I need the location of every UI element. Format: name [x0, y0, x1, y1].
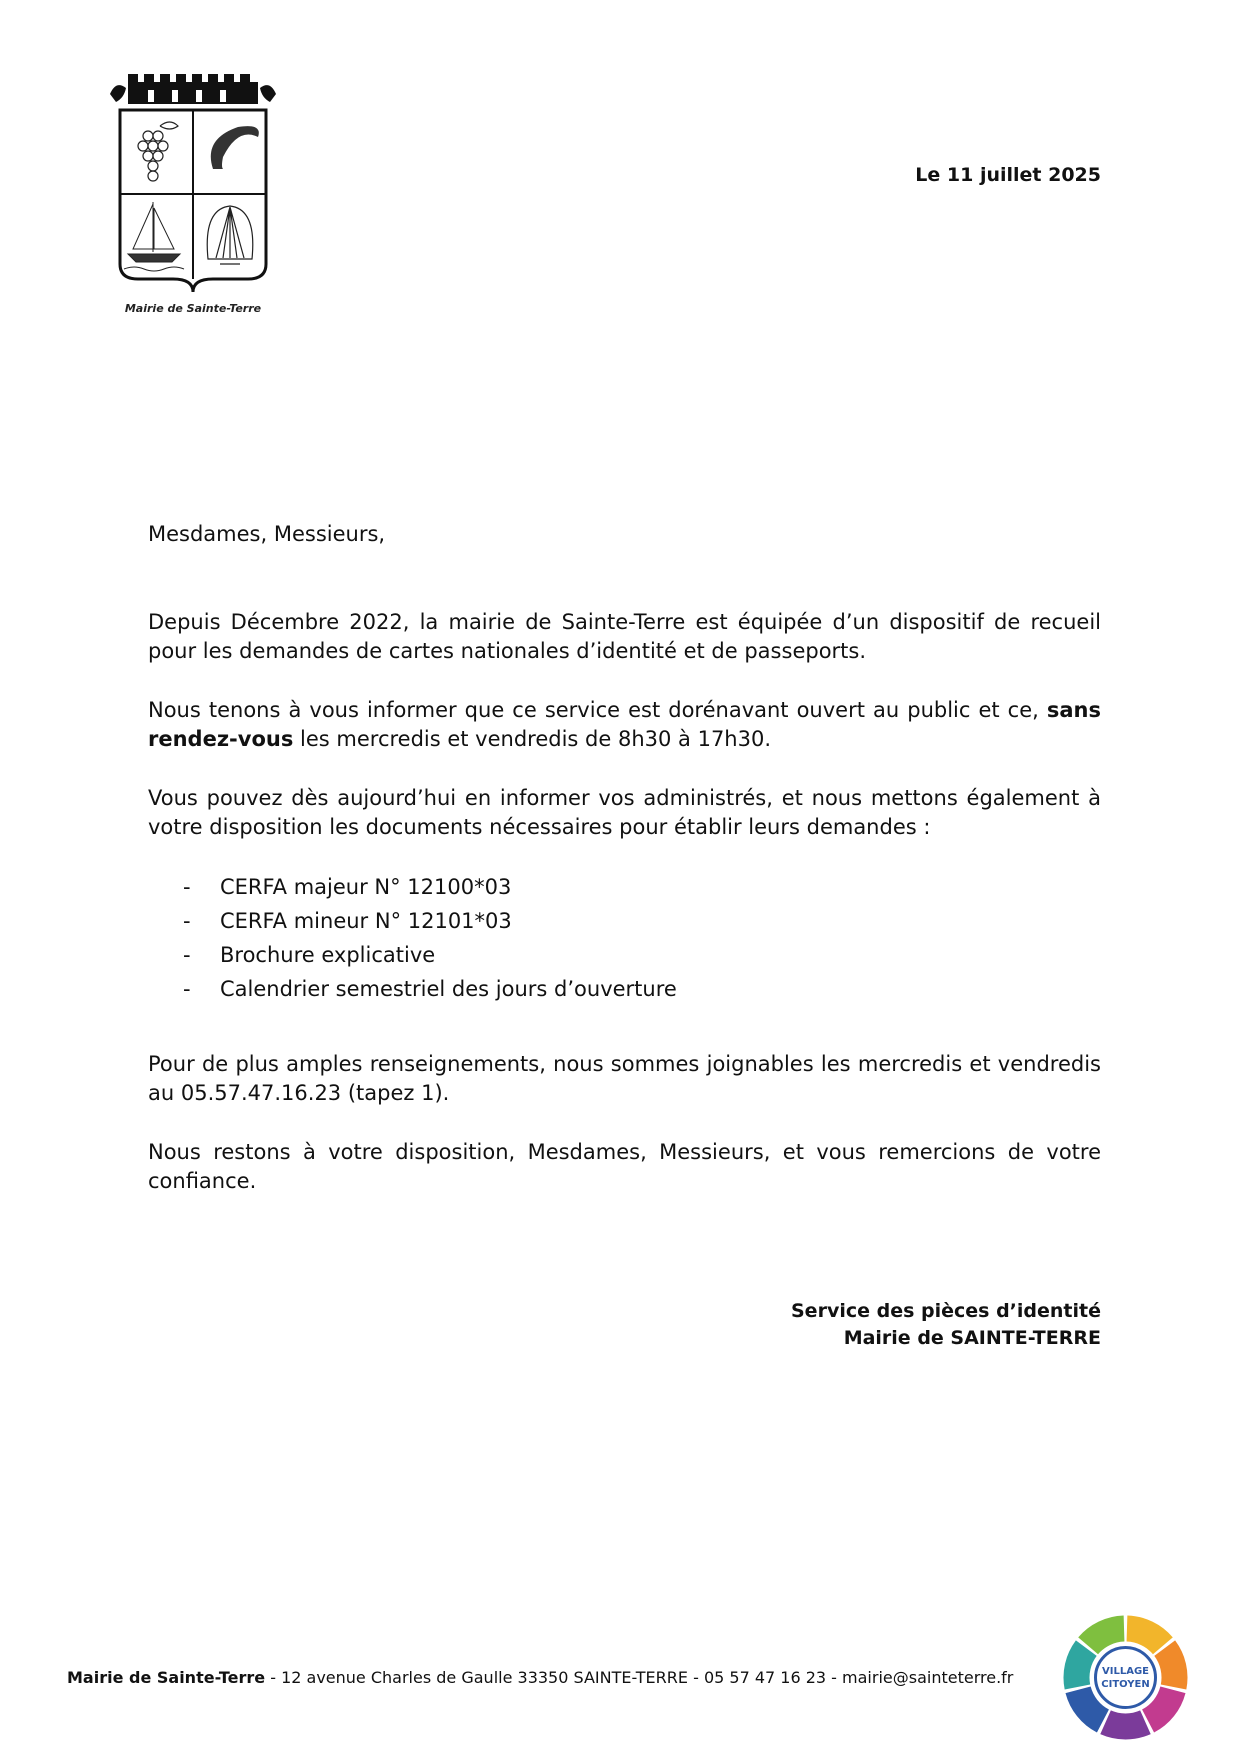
list-item: - Calendrier semestriel des jours d’ouverture: [183, 976, 677, 1001]
emphasis-no-appointment: sans rendez-vous: [148, 698, 1101, 751]
list-item: - CERFA majeur N° 12100*03: [183, 874, 512, 899]
letter-date: Le 11 juillet 2025: [915, 164, 1101, 186]
salutation: Mesdames, Messieurs,: [148, 522, 386, 546]
documents-list: [148, 870, 1101, 1006]
crest-caption: Mairie de Sainte-Terre: [124, 302, 262, 315]
paragraph-contact: Pour de plus amples renseignements, nous sommes joignables les mercredis et vendredis au 05.57.47.16.23 (tapez 1).: [148, 1052, 1101, 1105]
signature-mairie: Mairie de SAINTE-TERRE: [843, 1327, 1101, 1349]
list-item: - Brochure explicative: [183, 942, 436, 967]
footer-address: - 12 avenue Charles de Gaulle 33350 SAINTE-TERRE - 05 57 47 16 23 - mairie@sainteterre.fr: [265, 1668, 1014, 1687]
svg-text:CITOYEN: CITOYEN: [1101, 1679, 1150, 1690]
paragraph-closing: Nous restons à votre disposition, Mesdames, Messieurs, et vous remercions de votre confiance.: [148, 1140, 1101, 1193]
paragraph-service-text: Nous tenons à vous informer que ce service est dorénavant ouvert au public et ce,: [148, 698, 1047, 722]
footer-name: Mairie de Sainte-Terre: [67, 1668, 266, 1687]
list-item: - CERFA mineur N° 12101*03: [183, 908, 512, 933]
signature: [791, 1298, 1101, 1352]
letter-body: [148, 520, 1101, 1196]
paragraph-service-hours: les mercredis et vendredis de 8h30 à 17h30.: [293, 727, 772, 751]
village-citoyen-badge: [1058, 1610, 1193, 1745]
paragraph-service: [148, 696, 1101, 754]
paragraph-intro: Depuis Décembre 2022, la mairie de Sainte-Terre est équipée d’un dispositif de recueil pour les demandes de cartes nationales d’identité et de passeports.: [148, 610, 1101, 663]
paragraph-documents: Vous pouvez dès aujourd’hui en informer vos administrés, et nous mettons également à votre disposition les documents nécessaires pour établir leurs demandes :: [148, 786, 1101, 839]
crest-logo: [108, 74, 278, 324]
signature-service: Service des pièces d’identité: [791, 1300, 1101, 1322]
footer: [67, 1668, 1013, 1687]
svg-text:VILLAGE: VILLAGE: [1102, 1666, 1149, 1677]
badge-segment: [1100, 1710, 1150, 1739]
